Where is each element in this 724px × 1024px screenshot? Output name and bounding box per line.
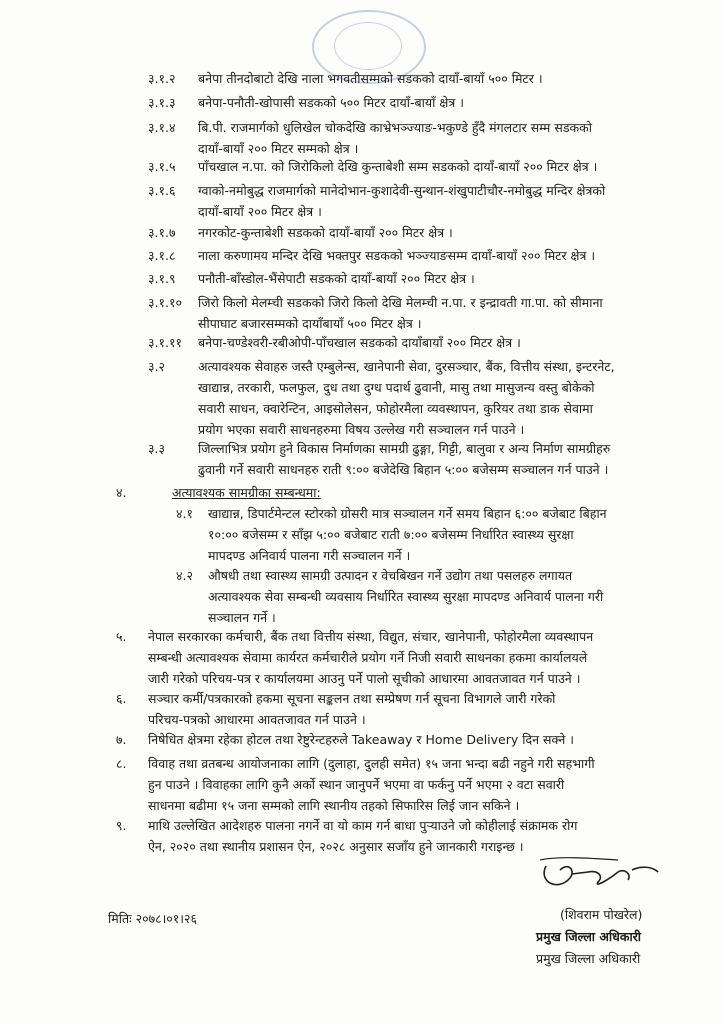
clause-text: अत्यावश्यक सेवाहरु जस्तै एम्बुलेन्स, खानेपानी सेवा, दुरसञ्चार, बैंक, वित्तीय संस्था, इन्टरनेट, bbox=[198, 359, 615, 374]
clause-number: ५. bbox=[116, 629, 127, 644]
clause-number: ६. bbox=[116, 691, 127, 706]
clause-number: ३.१.२ bbox=[148, 71, 176, 86]
clause-text: दायाँ-बायाँ २०० मिटर सम्मको क्षेत्र । bbox=[198, 141, 359, 156]
signatory-name: (शिवराम पोखरेल) bbox=[560, 907, 643, 922]
clause-text: माथि उल्लेखित आदेशहरु पालना नगर्ने वा यो काम गर्न बाधा पुर्‍याउने जो कोहीलाई संक्रामक रोग bbox=[148, 818, 578, 833]
clause-text: जिरो किलो मेलम्ची सडकको जिरो किलो देखि मेलम्ची न.पा. र इन्द्रावती गा.पा. को सीमाना bbox=[198, 295, 603, 310]
clause-number: ४.१ bbox=[176, 506, 193, 521]
clause-text: बि.पी. राजमार्गको धुलिखेल चोकदेखि काभ्रेभञ्ज्याङ-भकुण्डे हुँदै मंगलटार सम्म सडकको bbox=[198, 120, 592, 135]
clause-number: ९. bbox=[116, 818, 127, 833]
clause-text: नाला करुणामय मन्दिर देखि भक्तपुर सडकको भञ्ज्याङसम्म दायाँ-बायाँ २०० मिटर क्षेत्र । bbox=[198, 248, 596, 263]
clause-text: साधनमा बढीमा १५ जना सम्मको लागि स्थानीय तहको सिफारिस लिई जान सकिने । bbox=[148, 798, 520, 813]
clause-text: प्रयोग भएका सवारी साधनहरुमा विषय उल्लेख गरी सञ्चालन गर्न पाउने । bbox=[198, 422, 525, 437]
clause-text: सवारी साधन, क्वारेन्टिन, आइसोलेसन, फोहोरमैला व्यवस्थापन, कुरियर तथा डाक सेवामा bbox=[198, 401, 593, 416]
clause-text: अत्यावश्यक सेवा सम्बन्धी व्यवसाय निर्धारित स्वास्थ्य सुरक्षा मापदण्ड अनिवार्य पालना गरी bbox=[208, 589, 604, 604]
seal-emblem bbox=[334, 22, 402, 70]
section-heading: अत्यावश्यक सामग्रीका सम्बन्धमा: bbox=[172, 485, 321, 500]
clause-text: ढुवानी गर्ने सवारी साधनहरु राती ९:०० बजेदेखि बिहान ५:०० बजेसम्म सञ्चालन गर्न पाउने । bbox=[198, 462, 609, 477]
order-date: मितिः २०७८।०१।२६ bbox=[108, 911, 198, 926]
clause-text: ग्वाको-नमोबुद्ध राजमार्गको मानेदोभान-कुशादेवी-सुन्थान-शंखुपाटीचौर-नमोबुद्ध मन्दिर क्षेत्रको bbox=[198, 183, 606, 198]
clause-number: ८. bbox=[116, 756, 127, 771]
clause-text: बनेपा-चण्डेश्वरी-रबीओपी-पाँचखाल सडकको दायाँबायाँ २०० मिटर क्षेत्र । bbox=[198, 335, 521, 350]
clause-number: ४.२ bbox=[176, 568, 193, 583]
clause-text: औषधी तथा स्वास्थ्य सामग्री उत्पादन र वेचबिखन गर्ने उद्योग तथा पसलहरु लगायत bbox=[208, 568, 573, 583]
clause-text: निषेधित क्षेत्रमा रहेका होटल तथा रेष्टुरेन्टहरुले Takeaway र Home Delivery दिन सक्ने । bbox=[148, 732, 574, 747]
clause-text: सञ्चालन गर्ने । bbox=[208, 610, 276, 625]
clause-text: मापदण्ड अनिवार्य पालना गरी सञ्चालन गर्ने । bbox=[208, 548, 411, 563]
clause-text: जिल्लाभित्र प्रयोग हुने विकास निर्माणका सामग्री ढुङ्गा, गिट्टी, बालुवा र अन्य निर्माण सामग्रीहरु bbox=[198, 441, 611, 456]
clause-text: विवाह तथा व्रतबन्ध आयोजनाका लागि (दुलाहा, दुलही समेत) १५ जना भन्दा बढी नहुने गरी सहभागी bbox=[148, 756, 595, 771]
clause-number: ३.१.९ bbox=[148, 271, 176, 286]
clause-text: सञ्चार कर्मी/पत्रकारको हकमा सूचना सङ्कलन तथा सम्प्रेषण गर्न सूचना विभागले जारी गरेको bbox=[148, 691, 556, 706]
clause-number: ३.१.३ bbox=[148, 95, 176, 110]
clause-text: खाद्यान्न, तरकारी, फलफुल, दुध तथा दुग्ध पदार्थ ढुवानी, मासु तथा मासुजन्य वस्तु बोकेको bbox=[198, 380, 595, 395]
clause-text: सीपाघाट बजारसम्मको दायाँबायाँ ५०० मिटर क्षेत्र । bbox=[198, 316, 422, 331]
clause-number: ३.१.११ bbox=[148, 335, 182, 350]
section-number: ४. bbox=[116, 485, 127, 500]
clause-text: बनेपा-पनौती-खोपासी सडकको ५०० मिटर दायाँ-बायाँ क्षेत्र । bbox=[198, 95, 464, 110]
clause-text: हुन पाउने । विवाहका लागि कुनै अर्को स्थान जानुपर्ने भएमा वा फर्कनु पर्ने भएमा २ वटा सवारी bbox=[148, 777, 565, 792]
signatory-title: प्रमुख जिल्ला अधिकारी bbox=[536, 951, 641, 966]
clause-text: सम्बन्धी अत्यावश्यक सेवामा कार्यरत कर्मचारीले प्रयोग गर्ने निजी सवारी साधनका हकमा कार्यालयले bbox=[148, 650, 588, 665]
clause-text: नगरकोट-कुन्ताबेशी सडकको दायाँ-बायाँ २०० मिटर क्षेत्र । bbox=[198, 225, 453, 240]
clause-number: ३.१.७ bbox=[148, 225, 176, 240]
clause-text: पाँचखाल न.पा. को जिरोकिलो देखि कुन्ताबेशी सम्म सडकको दायाँ-बायाँ २०० मिटर क्षेत्र । bbox=[198, 159, 598, 174]
clause-number: ३.१.१० bbox=[148, 295, 182, 310]
clause-text: ऐन, २०२० तथा स्थानीय प्रशासन ऐन, २०२८ अनुसार सजाँय हुने जानकारी गराइन्छ । bbox=[148, 839, 524, 854]
clause-number: ३.१.५ bbox=[148, 159, 176, 174]
clause-number: ७. bbox=[116, 732, 127, 747]
handwritten-signature bbox=[528, 852, 678, 904]
clause-text: जारी गरेको परिचय-पत्र र कार्यालयमा आउनु पर्ने पालो सूचीको आधारमा आवतजावत गर्न पाउने । bbox=[148, 671, 581, 686]
clause-text: दायाँ-बायाँ २०० मिटर क्षेत्र । bbox=[198, 204, 322, 219]
clause-text: खाद्यान्न, डिपार्टमेन्टल स्टोरको ग्रोसरी मात्र सञ्चालन गर्ने समय बिहान ६:०० बजेबाट बिहान bbox=[208, 506, 607, 521]
signatory-title-stamp: प्रमुख जिल्ला अधिकारी bbox=[536, 929, 642, 944]
clause-number: ३.१.८ bbox=[148, 248, 176, 263]
clause-text: नेपाल सरकारका कर्मचारी, बैंक तथा वित्तीय संस्था, विद्युत, संचार, खानेपानी, फोहोरमैला व्यवस्थापन bbox=[148, 629, 594, 644]
clause-number: ३.१.६ bbox=[148, 183, 176, 198]
clause-text: परिचय-पत्रको आधारमा आवतजावत गर्न पाउने । bbox=[148, 712, 366, 727]
clause-number: ३.१.४ bbox=[148, 120, 176, 135]
clause-number: ३.२ bbox=[148, 359, 165, 374]
clause-text: पनौती-बाँस्डोल-भैंसेपाटी सडकको दायाँ-बायाँ २०० मिटर क्षेत्र । bbox=[198, 271, 475, 286]
clause-number: ३.३ bbox=[148, 441, 165, 456]
clause-text: १०:०० बजेसम्म र साँझ ५:०० बजेबाट राती ७:०० बजेसम्म निर्धारित स्वास्थ्य सुरक्षा bbox=[208, 527, 574, 542]
clause-text: बनेपा तीनदोबाटो देखि नाला भगवतीसम्मको सडकको दायाँ-बायाँ ५०० मिटर । bbox=[198, 71, 543, 86]
